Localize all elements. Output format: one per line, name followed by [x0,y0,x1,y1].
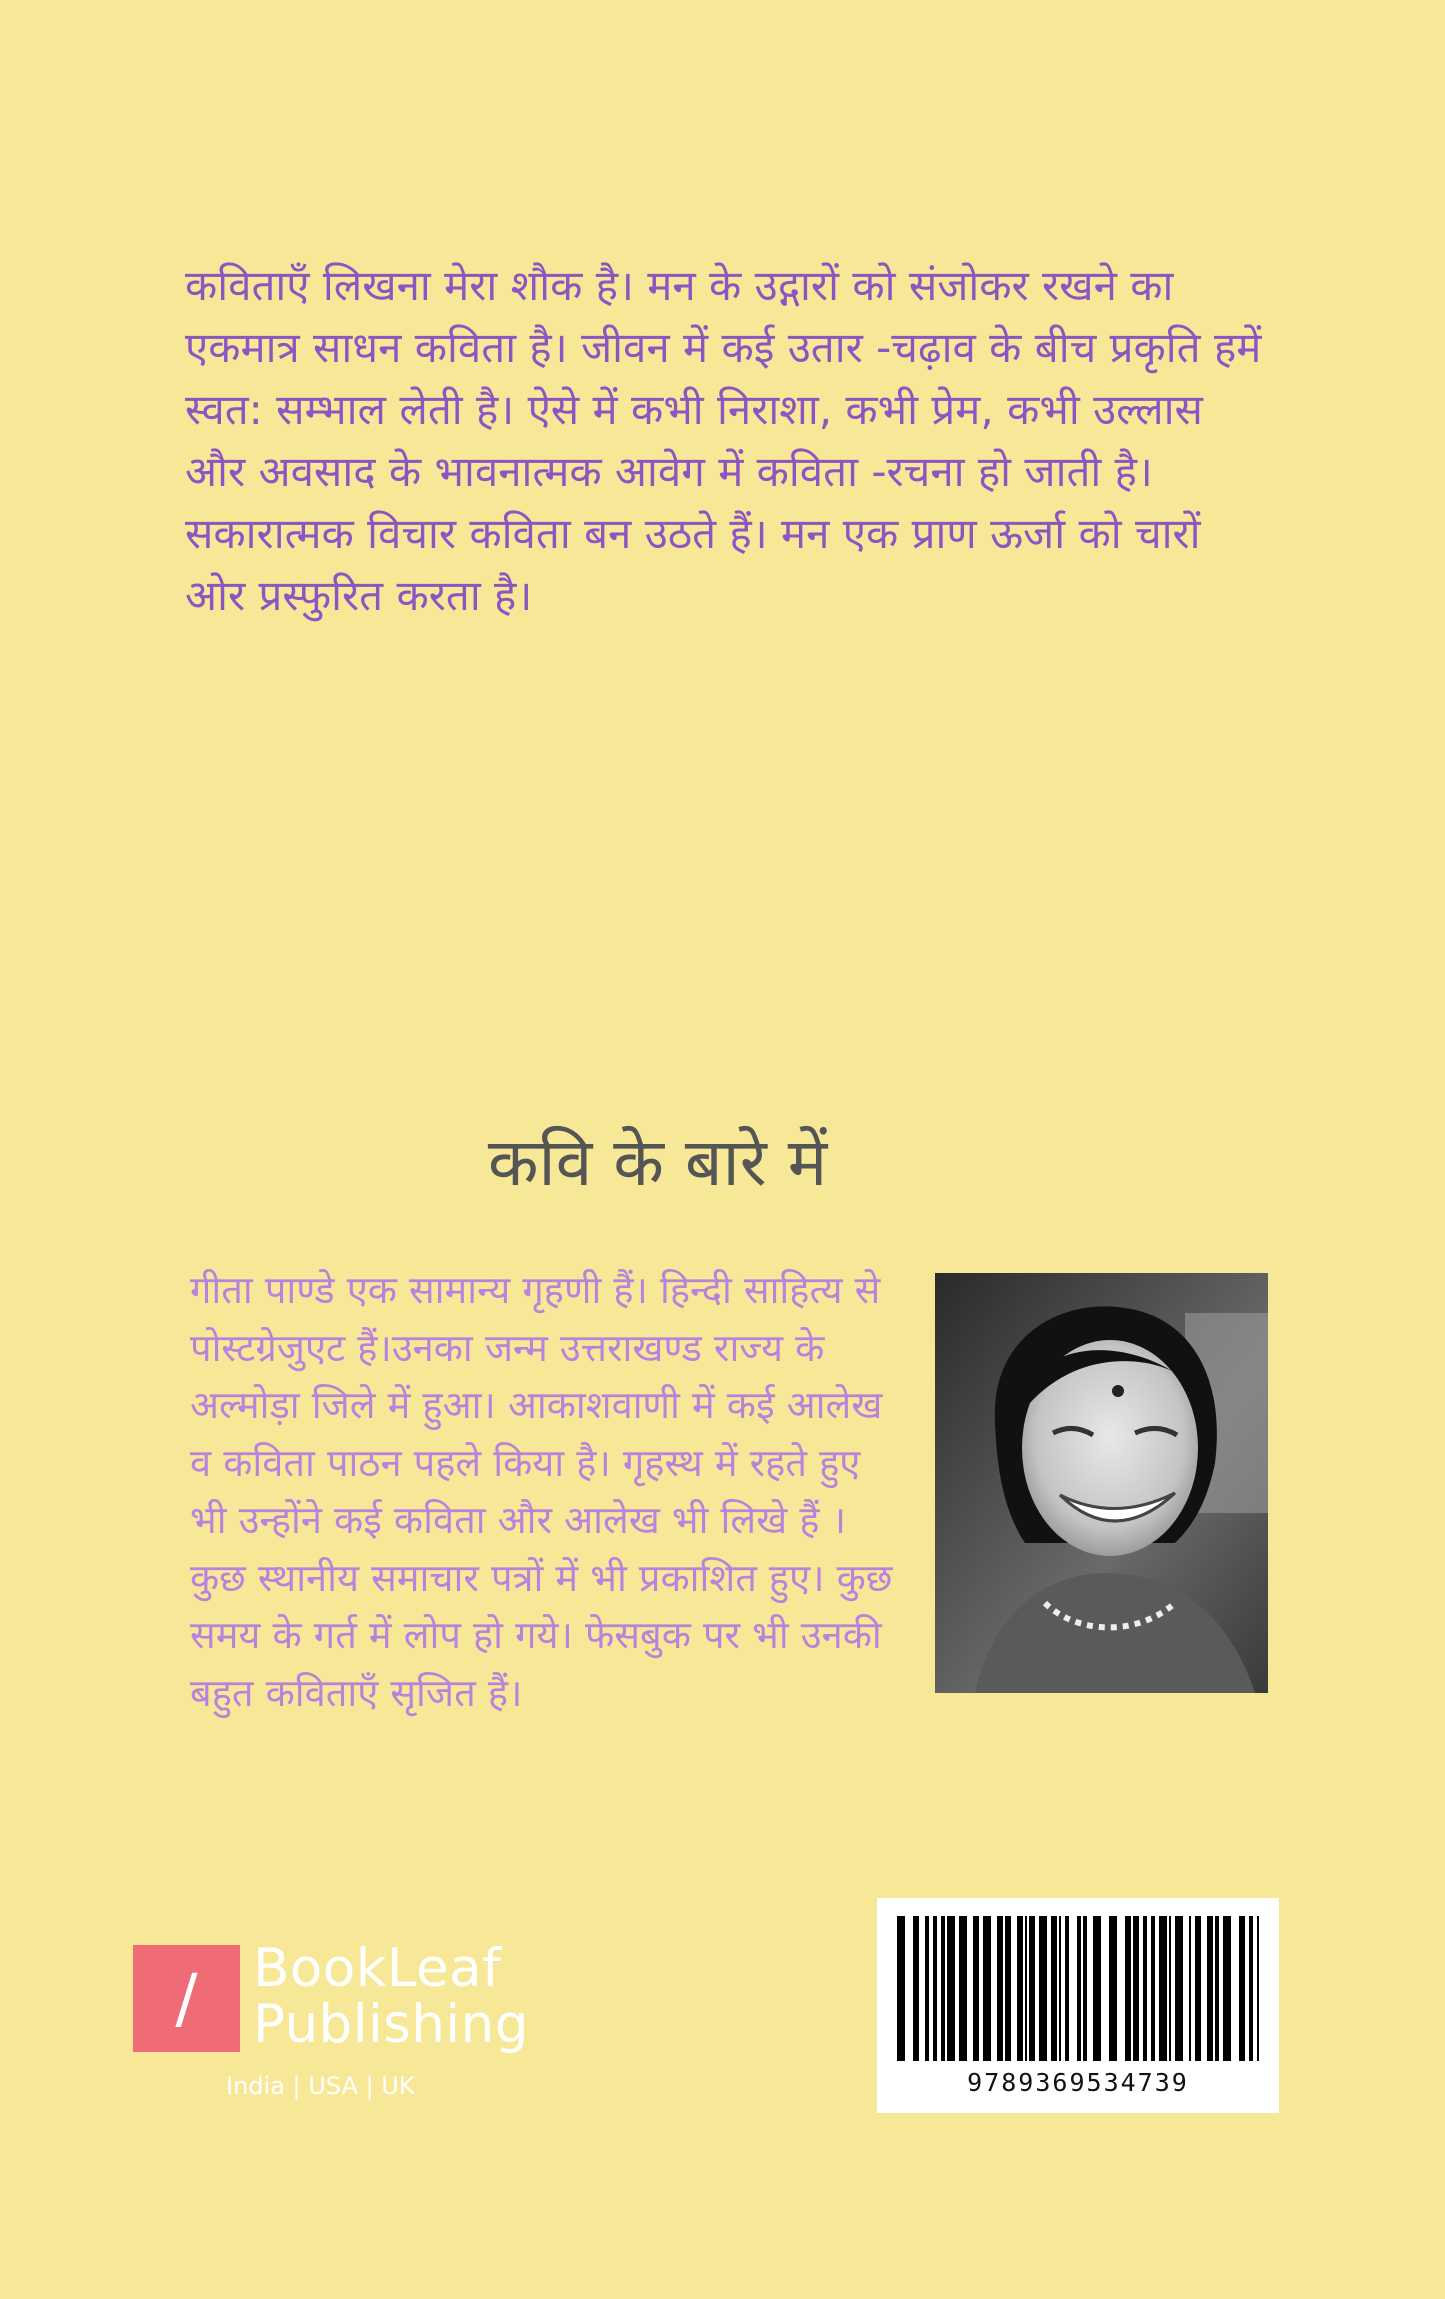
barcode-bar [897,1916,905,2061]
barcode-bar [1257,1916,1259,2061]
barcode-bar [1051,1916,1057,2061]
publisher-name-line1: BookLeaf [253,1938,502,1999]
about-author-heading: कवि के बारे में [487,1124,828,1201]
author-bio: गीता पाण्डे एक सामान्य गृहणी हैं। हिन्दी साहित्य से पोस्टग्रेजुएट हैं।उनका जन्म उत्तराखण्ड राज्य के अल्मोड़ा जिले में हुआ। आकाशवाणी में कई आलेख व कविता पाठन पहले किया है। गृहस्थ में रहते हुए भी उन्होंने कई कविता और आलेख भी लिखे हैं । कुछ स्थानीय समाचार पत्रों में भी प्रकाशित हुए। कुछ समय के गर्त में लोप हो गये। फेसबुक पर भी उनकी बहुत कविताएँ सृजित हैं। [190,1268,893,1715]
barcode-bar [1159,1916,1167,2061]
barcode-bar [933,1916,937,2061]
blurb-text: कविताएँ लिखना मेरा शौक है। मन के उद्गारों को संजोकर रखने का एकमात्र साधन कविता है। जीवन में कई उतार -चढ़ाव के बीच प्रकृति हमें स्वत: सम्भाल लेती है। ऐसे में कभी निराशा, कभी प्रेम, कभी उल्लास और अवसाद के भावनात्मक आवेग में कविता -रचना हो जाती है। सकारात्मक विचार कविता बन उठते हैं। मन एक प्राण ऊर्जा को चारों ओर प्रस्फुरित करता है। [185,261,1262,620]
barcode-bar [1195,1916,1201,2061]
barcode-bar [997,1916,1003,2061]
barcode-bar [925,1916,929,2061]
barcode-bar [1189,1916,1191,2061]
publisher-slash-icon: / [175,1960,198,2037]
barcode-bar [1215,1916,1219,2061]
author-photo [935,1273,1268,1693]
barcode-bar [959,1916,967,2061]
publisher-regions: India | USA | UK [226,2072,415,2100]
publisher-logo-mark [133,1945,240,2052]
barcode-bar [1065,1916,1069,2061]
barcode-bar [1109,1916,1117,2061]
barcode-bar [1059,1916,1061,2061]
barcode-bar [1133,1916,1139,2061]
barcode-bar [913,1916,919,2061]
barcode-bar [973,1916,979,2061]
barcode-bar [1207,1916,1213,2061]
barcode-bar [1143,1916,1147,2061]
barcode-bar [1093,1916,1101,2061]
barcode-bar [1249,1916,1253,2061]
barcode-bar [1223,1916,1231,2061]
barcode-bar [1025,1916,1027,2061]
barcode-bar [1029,1916,1035,2061]
barcode-bar [1125,1916,1131,2061]
barcode-bar [983,1916,991,2061]
publisher-name-line2: Publishing [253,1994,529,2055]
barcode-bar [1005,1916,1011,2061]
barcode-bar [1017,1916,1023,2061]
barcode-bar [1039,1916,1047,2061]
barcode-bar [941,1916,945,2061]
barcode-bar [947,1916,955,2061]
barcode-bar [1083,1916,1087,2061]
isbn-number: 9789369534739 [967,2068,1189,2097]
barcode-bar [1151,1916,1155,2061]
barcode-bar [1239,1916,1245,2061]
isbn-barcode [877,1898,1279,2113]
barcode-bar [1175,1916,1183,2061]
barcode-bar [1169,1916,1171,2061]
barcode-bar [1077,1916,1081,2061]
